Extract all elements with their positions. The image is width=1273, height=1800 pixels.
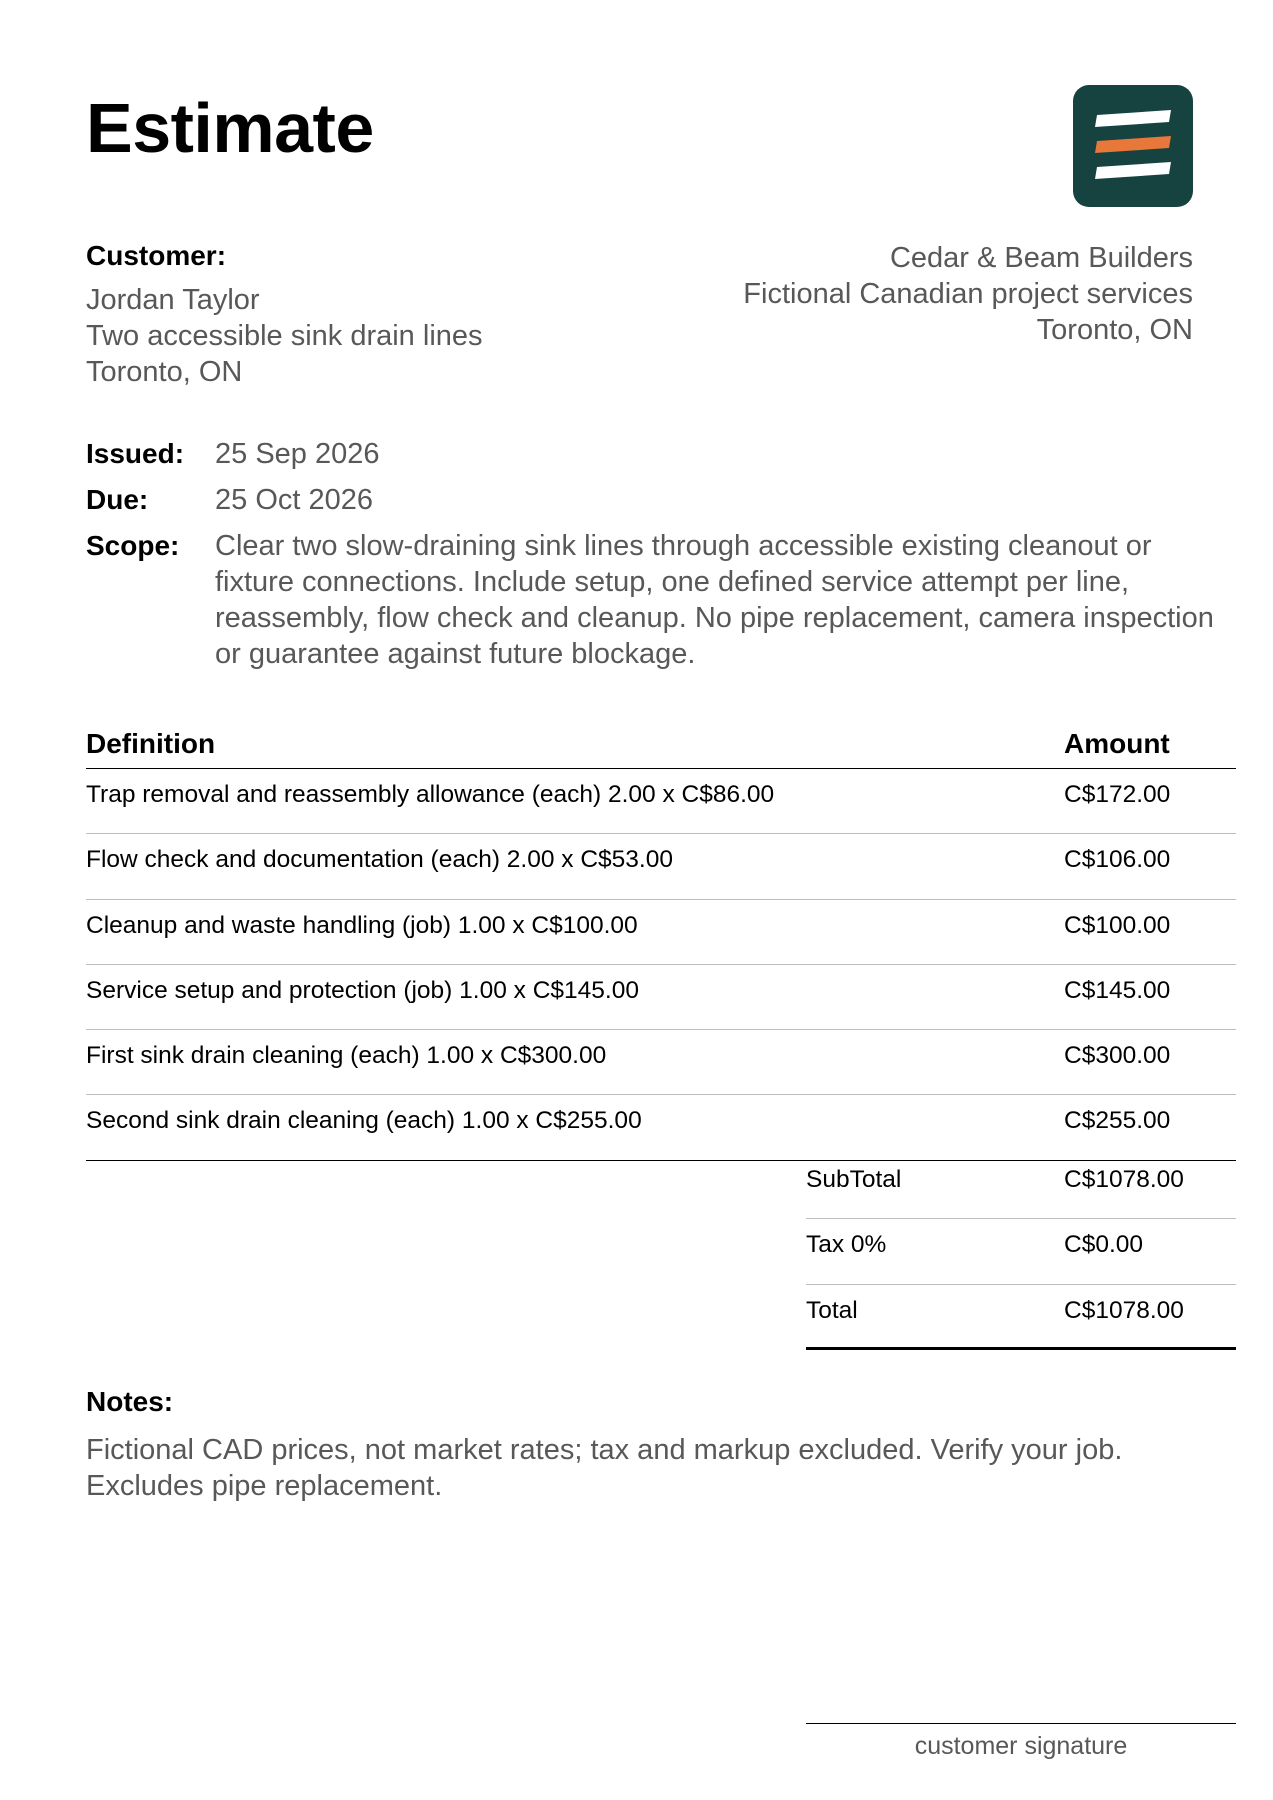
totals-block	[806, 1154, 1236, 1350]
table-row	[86, 900, 1236, 965]
company-location: Toronto, ON	[1036, 314, 1193, 346]
customer-label: Customer:	[86, 240, 227, 271]
customer-location: Toronto, ON	[86, 356, 243, 388]
item-amount: C$106.00	[1064, 846, 1171, 874]
total-row	[806, 1285, 1236, 1350]
due-date: 25 Oct 2026	[215, 484, 373, 516]
total-label: Total	[806, 1296, 858, 1324]
stacked-layers-logo-icon	[1073, 85, 1193, 207]
notes-block	[86, 1386, 1236, 1504]
tax-value: C$0.00	[1064, 1231, 1144, 1259]
customer-block	[86, 240, 646, 390]
item-amount: C$145.00	[1064, 976, 1171, 1004]
notes-text: Fictional CAD prices, not market rates; tax and markup excluded. Verify your job. Excludes pipe replacement.	[86, 1434, 1123, 1502]
issued-date: 25 Sep 2026	[215, 438, 380, 470]
issued-row	[86, 436, 1236, 472]
scope-label: Scope:	[86, 530, 180, 561]
item-description: Trap removal and reassembly allowance (each) 2.00 x C$86.00	[86, 781, 775, 808]
customer-project: Two accessible sink drain lines	[86, 320, 483, 352]
line-items-table	[86, 724, 1236, 1161]
table-row	[86, 965, 1236, 1030]
notes-label: Notes:	[86, 1386, 174, 1417]
tax-row	[806, 1219, 1236, 1284]
item-description: Service setup and protection (job) 1.00 x C$145.00	[86, 976, 639, 1004]
tax-label: Tax 0%	[806, 1231, 887, 1259]
item-description: Second sink drain cleaning (each) 1.00 x C$255.00	[86, 1107, 642, 1135]
issued-label: Issued:	[86, 438, 185, 469]
table-row	[86, 1030, 1236, 1095]
total-value: C$1078.00	[1064, 1296, 1184, 1324]
subtotal-label: SubTotal	[806, 1166, 902, 1193]
due-label: Due:	[86, 484, 149, 515]
item-amount: C$300.00	[1064, 1042, 1171, 1070]
item-description: Flow check and documentation (each) 2.00 x C$53.00	[86, 846, 673, 874]
customer-name: Jordan Taylor	[86, 284, 260, 316]
item-description: First sink drain cleaning (each) 1.00 x C$300.00	[86, 1042, 607, 1070]
definition-header: Definition	[86, 728, 216, 759]
scope-row	[86, 528, 1236, 672]
company-name: Cedar & Beam Builders	[889, 242, 1193, 274]
document-title: Estimate	[86, 89, 374, 167]
scope-text: Clear two slow-draining sink lines through accessible existing cleanout or fixture connections. Include setup, one defined service attempt per line, reassembly, flow check and cleanup. No pipe replacement, camera inspection or guarantee against future blockage.	[215, 530, 1214, 670]
item-amount: C$172.00	[1064, 781, 1171, 808]
table-row	[86, 769, 1236, 834]
subtotal-row	[806, 1154, 1236, 1219]
table-row	[86, 1095, 1236, 1160]
item-amount: C$100.00	[1064, 911, 1171, 939]
signature-line	[806, 1723, 1236, 1761]
subtotal-value: C$1078.00	[1064, 1166, 1184, 1193]
estimate-meta	[86, 436, 1236, 682]
company-block	[633, 240, 1193, 348]
company-logo	[1073, 85, 1193, 207]
table-header	[86, 724, 1236, 769]
amount-header: Amount	[1064, 728, 1170, 759]
table-row	[86, 834, 1236, 899]
company-tagline: Fictional Canadian project services	[743, 278, 1193, 310]
signature-label: customer signature	[914, 1732, 1128, 1760]
item-description: Cleanup and waste handling (job) 1.00 x C$100.00	[86, 911, 638, 939]
item-amount: C$255.00	[1064, 1107, 1171, 1135]
due-row	[86, 482, 1236, 518]
